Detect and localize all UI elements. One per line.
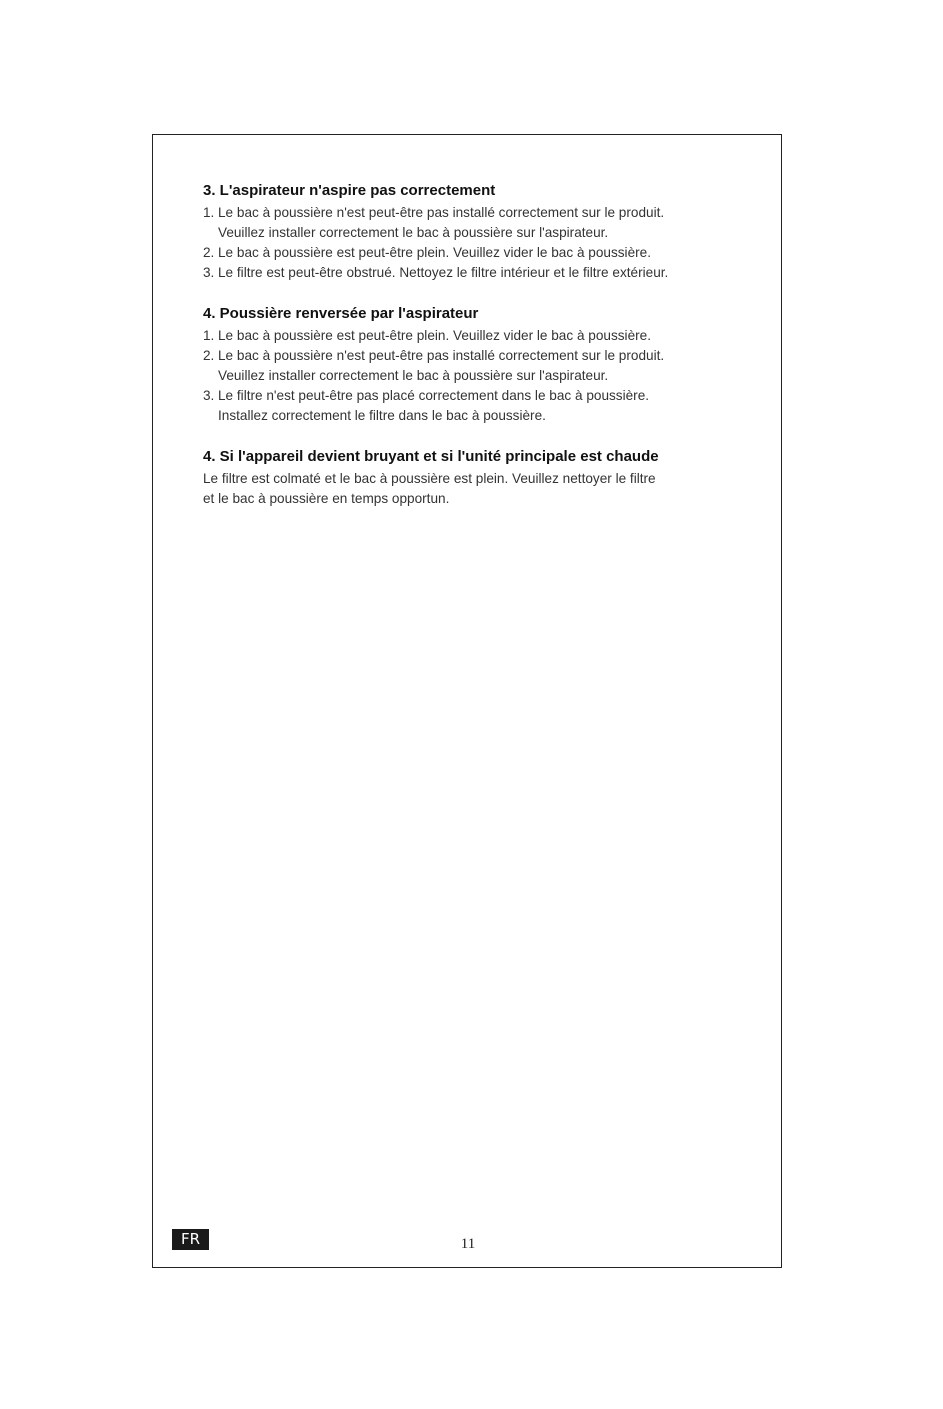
item-number: 1. [203,328,215,343]
list-item-continuation: Veuillez installer correctement le bac à poussière sur l'aspirateur. [218,225,609,240]
list-item [203,346,748,366]
section-title: 4. Si l'appareil devient bruyant et si l'unité principale est chaude [203,448,659,465]
item-number: 2. [203,348,215,363]
paragraph-line: et le bac à poussière en temps opportun. [203,491,450,506]
page-number: 11 [460,1236,476,1252]
item-number: 2. [203,245,215,260]
item-text: Le filtre est peut-être obstrué. Nettoyez le filtre intérieur et le filtre extérieur. [218,265,669,280]
item-text: Le bac à poussière est peut-être plein. Veuillez vider le bac à poussière. [218,245,651,260]
list-item [203,203,748,223]
item-text: Le bac à poussière n'est peut-être pas installé correctement sur le produit. [218,348,665,363]
document-content [203,181,748,530]
section-suction-problem [203,181,748,283]
list-item-continuation: Veuillez installer correctement le bac à poussière sur l'aspirateur. [218,368,609,383]
section-dust-spill [203,304,748,426]
item-number: 3. [203,388,215,403]
language-badge: FR [172,1229,209,1250]
item-number: 1. [203,205,215,220]
list-item [203,386,748,406]
item-text: Le bac à poussière est peut-être plein. Veuillez vider le bac à poussière. [218,328,651,343]
section-title: 3. L'aspirateur n'aspire pas correctement [203,182,496,199]
list-item [203,263,748,283]
list-item [203,243,748,263]
list-item-continuation: Installez correctement le filtre dans le bac à poussière. [218,408,546,423]
section-title: 4. Poussière renversée par l'aspirateur [203,305,479,322]
list-item [203,326,748,346]
item-text: Le filtre n'est peut-être pas placé correctement dans le bac à poussière. [218,388,650,403]
item-text: Le bac à poussière n'est peut-être pas installé correctement sur le produit. [218,205,665,220]
item-number: 3. [203,265,215,280]
paragraph-line: Le filtre est colmaté et le bac à poussière est plein. Veuillez nettoyer le filtre [203,471,656,486]
section-noisy-hot-unit [203,447,748,509]
